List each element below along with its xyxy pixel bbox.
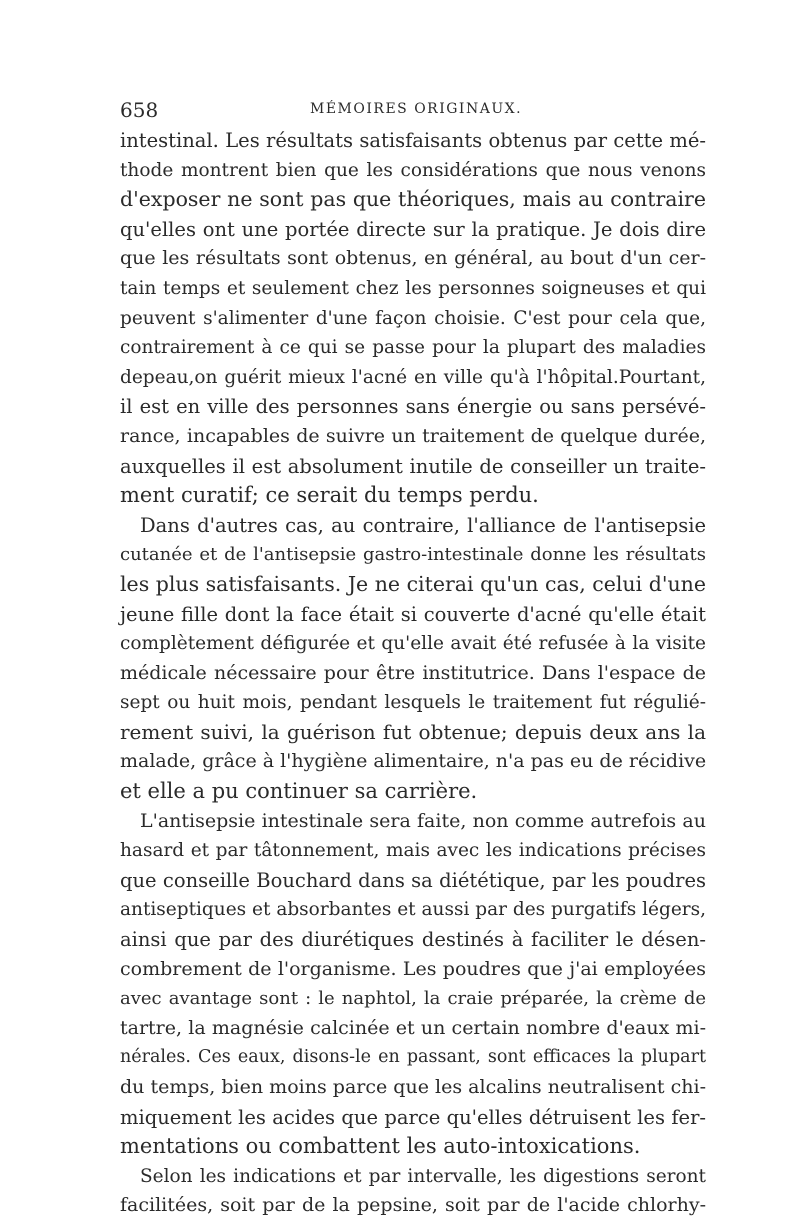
text-line: malade, grâce à l'hygiène alimentaire, n'a pas eu de récidive xyxy=(120,750,707,773)
text-line: contrairement à ce qui se passe pour la plupart des maladies xyxy=(120,337,706,359)
text-line: thode montrent bien que les considérations que nous venons xyxy=(120,159,706,181)
text-line: combrement de l'organisme. Les poudres que j'ai employées xyxy=(120,957,706,980)
text-line: tain temps et seulement chez les personnes soigneuses et qui xyxy=(120,277,706,299)
text-line: Dans d'autres cas, au contraire, l'alliance de l'antisepsie xyxy=(140,513,706,537)
text-line: jeune fille dont la face était si couverte d'acné qu'elle était xyxy=(120,602,706,626)
text-line: rance, incapables de suivre un traitement de quelque durée, xyxy=(120,424,706,447)
page-number: 658 xyxy=(120,98,159,122)
text-line: intestinal. Les résultats satisfaisants obtenus par cette mé- xyxy=(120,129,706,152)
body-text xyxy=(120,126,706,1221)
text-line: et elle a pu continuer sa carrière. xyxy=(120,779,478,804)
text-line: médicale nécessaire pour être institutrice. Dans l'espace de xyxy=(120,661,706,684)
text-line: que conseille Bouchard dans sa diététique, par les poudres xyxy=(120,868,706,892)
text-line: les plus satisfaisants. Je ne citerai qu'un cas, celui d'une xyxy=(120,571,706,596)
text-line: antiseptiques et absorbantes et aussi par des purgatifs légers, xyxy=(120,899,706,921)
text-line: du temps, bien moins parce que les alcalins neutralisent chi- xyxy=(120,1076,706,1098)
text-line: d'exposer ne sont pas que théoriques, mais au contraire xyxy=(120,187,706,212)
text-line: complètement défigurée et qu'elle avait été refusée à la visite xyxy=(120,633,706,655)
text-line: rement suivi, la guérison fut obtenue; depuis deux ans la xyxy=(120,719,706,744)
text-line: avec avantage sont : le naphtol, la craie préparée, la crème de xyxy=(120,988,706,1010)
text-line: miquement les acides que parce qu'elles détruisent les fer- xyxy=(120,1105,706,1129)
text-line: facilitées, soit par de la pepsine, soit par de l'acide chlorhy- xyxy=(120,1194,706,1217)
text-line: cutanée et de l'antisepsie gastro-intestinale donne les résultats xyxy=(120,544,706,566)
text-line: depeau,on guérit mieux l'acné en ville qu'à l'hôpital.Pourtant, xyxy=(120,366,706,388)
text-line: auxquelles il est absolument inutile de conseiller un traite- xyxy=(120,454,706,478)
text-line: ment curatif; ce serait du temps perdu. xyxy=(120,483,539,508)
text-line: que les résultats sont obtenus, en général, au bout d'un cer- xyxy=(120,247,706,270)
text-line: tartre, la magnésie calcinée et un certain nombre d'eaux mi- xyxy=(120,1016,706,1039)
running-title: MÉMOIRES ORIGINAUX. xyxy=(310,101,523,117)
text-line: il est en ville des personnes sans énergie ou sans persévé- xyxy=(120,395,706,419)
page-header xyxy=(120,98,696,122)
text-line: L'antisepsie intestinale sera faite, non comme autrefois au xyxy=(140,809,706,832)
text-line: ainsi que par des diurétiques destinés à faciliter le désen- xyxy=(120,928,706,952)
text-line: mentations ou combattent les auto-intoxications. xyxy=(120,1134,641,1159)
text-line: nérales. Ces eaux, disons-le en passant, sont efficaces la plupart xyxy=(120,1047,706,1068)
text-line: Selon les indications et par intervalle, les digestions seront xyxy=(140,1165,706,1187)
text-line: qu'elles ont une portée directe sur la pratique. Je dois dire xyxy=(120,217,706,241)
text-line: hasard et par tâtonnement, mais avec les indications précises xyxy=(120,840,706,862)
text-line: sept ou huit mois, pendant lesquels le traitement fut régulié- xyxy=(120,692,706,714)
text-line: peuvent s'alimenter d'une façon choisie. C'est pour cela que, xyxy=(120,307,706,329)
